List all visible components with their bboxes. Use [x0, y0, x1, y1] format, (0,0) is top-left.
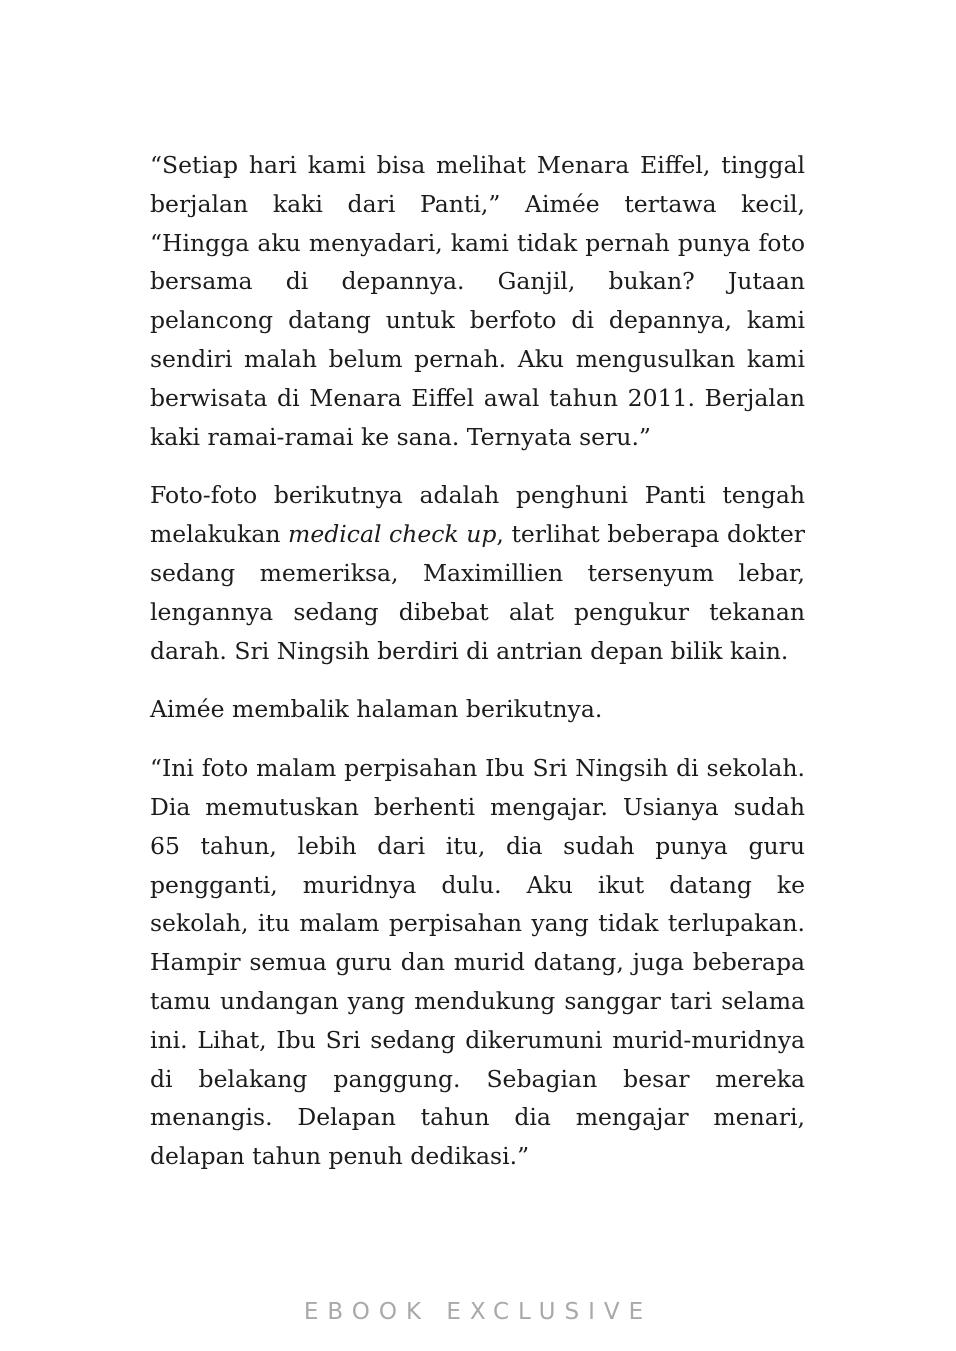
- paragraph-3: [150, 690, 805, 729]
- paragraph-3-text: Aimée membalik halaman berikutnya.: [150, 695, 603, 724]
- body-text: [150, 146, 805, 1196]
- paragraph-1: [150, 146, 805, 456]
- paragraph-2-text-end: , terlihat beberapa dokter sedang memeriksa, Maximillien tersenyum lebar, lengannya sedang dibebat alat pengukur tekanan darah. Sri Ningsih berdiri di antrian depan bilik kain.: [150, 520, 805, 665]
- paragraph-2-italic-term: medical check up: [288, 520, 497, 549]
- ebook-exclusive-footer: EBOOK EXCLUSIVE: [303, 1299, 653, 1325]
- paragraph-1-text: “Setiap hari kami bisa melihat Menara Eiffel, tinggal berjalan kaki dari Panti,” Aimée tertawa kecil, “Hingga aku menyadari, kami tidak pernah punya foto bersama di depannya. Ganjil, bukan? Jutaan pelancong datang untuk berfoto di depannya, kami sendiri malah belum pernah. Aku mengusulkan kami berwisata di Menara Eiffel awal tahun 2011. Berjalan kaki ramai-ramai ke sana. Ternyata seru.”: [150, 151, 805, 451]
- paragraph-2-text-start: Foto-foto berikutnya adalah penghuni Panti tengah melakukan: [150, 481, 805, 549]
- paragraph-4: [150, 749, 805, 1176]
- paragraph-2: [150, 476, 805, 670]
- paragraph-4-text: “Ini foto malam perpisahan Ibu Sri Ningsih di sekolah. Dia memutuskan berhenti mengajar. Usianya sudah 65 tahun, lebih dari itu, dia sudah punya guru pengganti, muridnya dulu. Aku ikut datang ke sekolah, itu malam perpisahan yang tidak terlupakan. Hampir semua guru dan murid datang, juga beberapa tamu undangan yang mendukung sanggar tari selama ini. Lihat, Ibu Sri sedang dikerumuni murid-muridnya di belakang panggung. Sebagian besar mereka menangis. Delapan tahun dia mengajar menari, delapan tahun penuh dedikasi.”: [150, 754, 805, 1171]
